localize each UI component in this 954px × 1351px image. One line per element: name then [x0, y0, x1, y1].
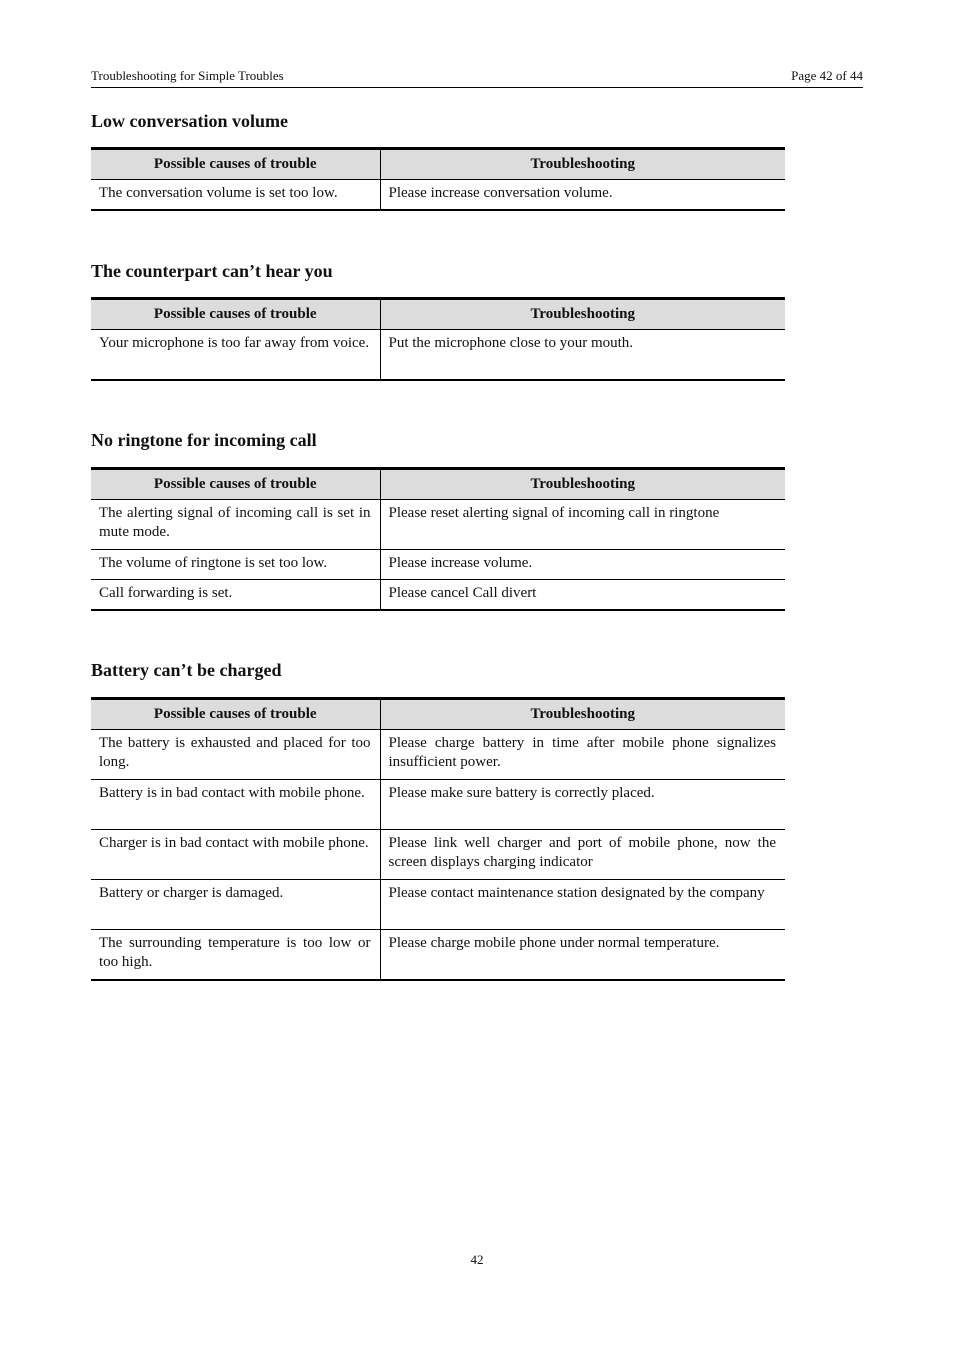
column-header-troubleshooting: Troubleshooting — [380, 469, 785, 500]
table-row — [91, 930, 785, 981]
table-header-row — [91, 149, 785, 180]
cause-cell: Your microphone is too far away from voice. — [91, 330, 380, 381]
column-header-troubleshooting: Troubleshooting — [380, 299, 785, 330]
header-title: Troubleshooting for Simple Troubles — [91, 68, 284, 83]
header-page-indicator: Page 42 of 44 — [791, 68, 863, 83]
troubleshooting-table — [91, 297, 785, 381]
section-no-ringtone — [91, 429, 785, 611]
cause-cell: The alerting signal of incoming call is set in mute mode. — [91, 500, 380, 550]
table-row — [91, 780, 785, 830]
column-header-troubleshooting: Troubleshooting — [380, 149, 785, 180]
section-heading: Low conversation volume — [91, 111, 288, 131]
column-header-cause: Possible causes of trouble — [91, 299, 380, 330]
troubleshooting-cell: Please contact maintenance station designated by the company — [380, 880, 785, 930]
table-row — [91, 730, 785, 780]
cause-cell: The conversation volume is set too low. — [91, 180, 380, 211]
section-counterpart-cant-hear — [91, 260, 785, 381]
column-header-cause: Possible causes of trouble — [91, 699, 380, 730]
cause-cell: Battery or charger is damaged. — [91, 880, 380, 930]
troubleshooting-cell: Please cancel Call divert — [380, 580, 785, 611]
column-header-troubleshooting: Troubleshooting — [380, 699, 785, 730]
troubleshooting-cell: Please charge battery in time after mobile phone signalizes insufficient power. — [380, 730, 785, 780]
table-row — [91, 500, 785, 550]
troubleshooting-cell: Please charge mobile phone under normal temperature. — [380, 930, 785, 981]
troubleshooting-cell: Please increase conversation volume. — [380, 180, 785, 211]
page-number: 42 — [470, 1252, 484, 1267]
section-heading: Battery can’t be charged — [91, 660, 282, 680]
section-low-conversation-volume — [91, 110, 785, 211]
cause-cell: The surrounding temperature is too low or too high. — [91, 930, 380, 981]
cause-cell: Battery is in bad contact with mobile phone. — [91, 780, 380, 830]
troubleshooting-cell: Please link well charger and port of mobile phone, now the screen displays charging indicator — [380, 830, 785, 880]
cause-cell: The battery is exhausted and placed for too long. — [91, 730, 380, 780]
column-header-cause: Possible causes of trouble — [91, 149, 380, 180]
troubleshooting-cell: Please increase volume. — [380, 550, 785, 580]
table-row — [91, 830, 785, 880]
table-row — [91, 550, 785, 580]
cause-cell: The volume of ringtone is set too low. — [91, 550, 380, 580]
table-header-row — [91, 299, 785, 330]
table-row — [91, 180, 785, 211]
table-header-row — [91, 469, 785, 500]
cause-cell: Call forwarding is set. — [91, 580, 380, 611]
troubleshooting-cell: Please reset alerting signal of incoming call in ringtone — [380, 500, 785, 550]
column-header-cause: Possible causes of trouble — [91, 469, 380, 500]
troubleshooting-table — [91, 147, 785, 211]
troubleshooting-cell: Put the microphone close to your mouth. — [380, 330, 785, 381]
page-header — [91, 68, 863, 88]
cause-cell: Charger is in bad contact with mobile phone. — [91, 830, 380, 880]
troubleshooting-table — [91, 467, 785, 611]
section-heading: The counterpart can’t hear you — [91, 261, 333, 281]
table-header-row — [91, 699, 785, 730]
troubleshooting-table — [91, 697, 785, 981]
troubleshooting-cell: Please make sure battery is correctly placed. — [380, 780, 785, 830]
table-row — [91, 330, 785, 381]
section-battery-cant-be-charged — [91, 659, 785, 981]
table-row — [91, 880, 785, 930]
section-heading: No ringtone for incoming call — [91, 430, 317, 450]
table-row — [91, 580, 785, 611]
